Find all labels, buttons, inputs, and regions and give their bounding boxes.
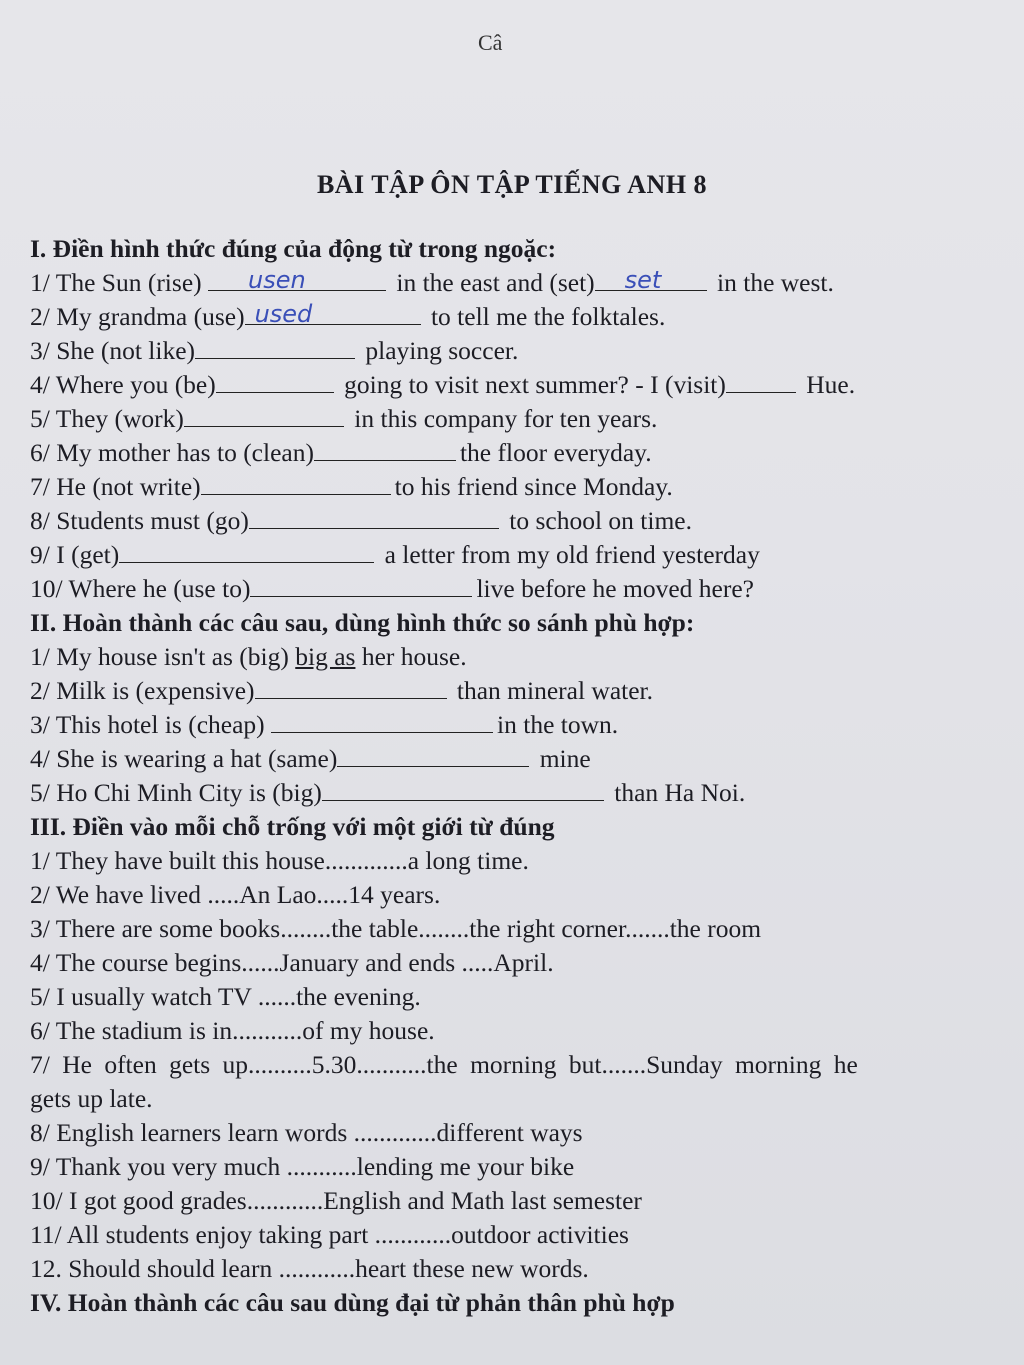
cut-off-header xyxy=(0,22,1024,62)
answer-blank[interactable] xyxy=(595,266,707,294)
exercise-1-item-2: 2/ My grandma (use) used to tell me the folktales. xyxy=(30,300,666,331)
exercise-1-item-6: 6/ My mother has to (clean) the floor everyday. xyxy=(30,438,652,467)
handwritten-answer: used xyxy=(254,300,313,328)
exercise-3-item: 3/ There are some books........the table........the right corner.......the room xyxy=(30,914,762,943)
header-fragment-left: Câ xyxy=(478,30,503,55)
answer-blank[interactable] xyxy=(322,776,604,801)
example-answer: big as xyxy=(295,642,356,671)
exercise-2-item-5: 5/ Ho Chi Minh City is (big) than Ha Noi. xyxy=(30,778,746,807)
exercise-3-item: 12. Should should learn ............heart these new words. xyxy=(30,1254,589,1283)
answer-blank[interactable] xyxy=(208,266,386,294)
exercise-1-item-8: 8/ Students must (go) to school on time. xyxy=(30,506,692,535)
answer-blank[interactable] xyxy=(184,402,344,427)
exercise-3-item: 6/ The stadium is in...........of my house. xyxy=(30,1016,435,1045)
exercise-2-item-4: 4/ She is wearing a hat (same) mine xyxy=(30,744,591,773)
exercise-1-item-7: 7/ He (not write) to his friend since Monday. xyxy=(30,472,673,501)
exercise-1-item-1: 1/ The Sun (rise) usen in the east and (set) set in the west. xyxy=(30,266,834,297)
exercise-3-item: 9/ Thank you very much ...........lending me your bike xyxy=(30,1152,575,1181)
section-4-heading: IV. Hoàn thành các câu sau dùng đại từ phản thân phù hợp xyxy=(30,1288,675,1317)
exercise-1-item-3: 3/ She (not like) playing soccer. xyxy=(30,336,519,365)
exercise-3-item: 11/ All students enjoy taking part ............outdoor activities xyxy=(30,1220,629,1249)
exercise-3-item-continuation: gets up late. xyxy=(30,1084,153,1113)
answer-blank[interactable] xyxy=(255,674,447,699)
answer-blank[interactable] xyxy=(195,334,355,359)
exercise-3-item: 4/ The course begins......January and ends .....April. xyxy=(30,948,554,977)
exercise-2-item-3: 3/ This hotel is (cheap) in the town. xyxy=(30,710,619,739)
answer-blank[interactable] xyxy=(201,470,391,495)
answer-blank[interactable] xyxy=(337,742,529,767)
exercise-3-item: 1/ They have built this house.............a long time. xyxy=(30,846,529,875)
section-1-heading: I. Điền hình thức đúng của động từ trong ngoặc: xyxy=(30,234,557,263)
answer-blank[interactable] xyxy=(216,368,334,393)
exercise-2-item-1: 1/ My house isn't as (big) big as her house. xyxy=(30,642,467,671)
answer-blank[interactable] xyxy=(314,436,456,461)
answer-blank[interactable] xyxy=(271,708,493,733)
exercise-1-item-5: 5/ They (work) in this company for ten years. xyxy=(30,404,658,433)
handwritten-answer: set xyxy=(624,266,662,294)
answer-blank[interactable] xyxy=(250,572,472,597)
exercise-3-item: 2/ We have lived .....An Lao.....14 years. xyxy=(30,880,441,909)
exercise-3-item: 7/ He often gets up..........5.30...........the morning but.......Sunday morning he xyxy=(30,1050,858,1079)
exercise-2-item-2: 2/ Milk is (expensive) than mineral water. xyxy=(30,676,654,705)
exercise-1-item-10: 10/ Where he (use to) live before he moved here? xyxy=(30,574,754,603)
handwritten-answer: usen xyxy=(248,266,306,294)
exercise-3-item: 8/ English learners learn words .............different ways xyxy=(30,1118,583,1147)
answer-blank[interactable] xyxy=(245,300,421,328)
worksheet-title: BÀI TẬP ÔN TẬP TIẾNG ANH 8 xyxy=(316,170,708,199)
answer-blank[interactable] xyxy=(119,538,374,563)
answer-blank[interactable] xyxy=(726,368,796,393)
answer-blank[interactable] xyxy=(249,504,499,529)
worksheet-content xyxy=(30,232,1020,1320)
exercise-1-item-4: 4/ Where you (be) going to visit next summer? - I (visit) Hue. xyxy=(30,370,856,399)
exercise-3-item: 5/ I usually watch TV ......the evening. xyxy=(30,982,421,1011)
exercise-3-item: 10/ I got good grades............English and Math last semester xyxy=(30,1186,642,1215)
exercise-1-item-9: 9/ I (get) a letter from my old friend yesterday xyxy=(30,540,760,569)
section-2-heading: II. Hoàn thành các câu sau, dùng hình thức so sánh phù hợp: xyxy=(30,608,695,637)
section-3-heading: III. Điền vào mỗi chỗ trống với một giới từ đúng xyxy=(30,812,555,841)
